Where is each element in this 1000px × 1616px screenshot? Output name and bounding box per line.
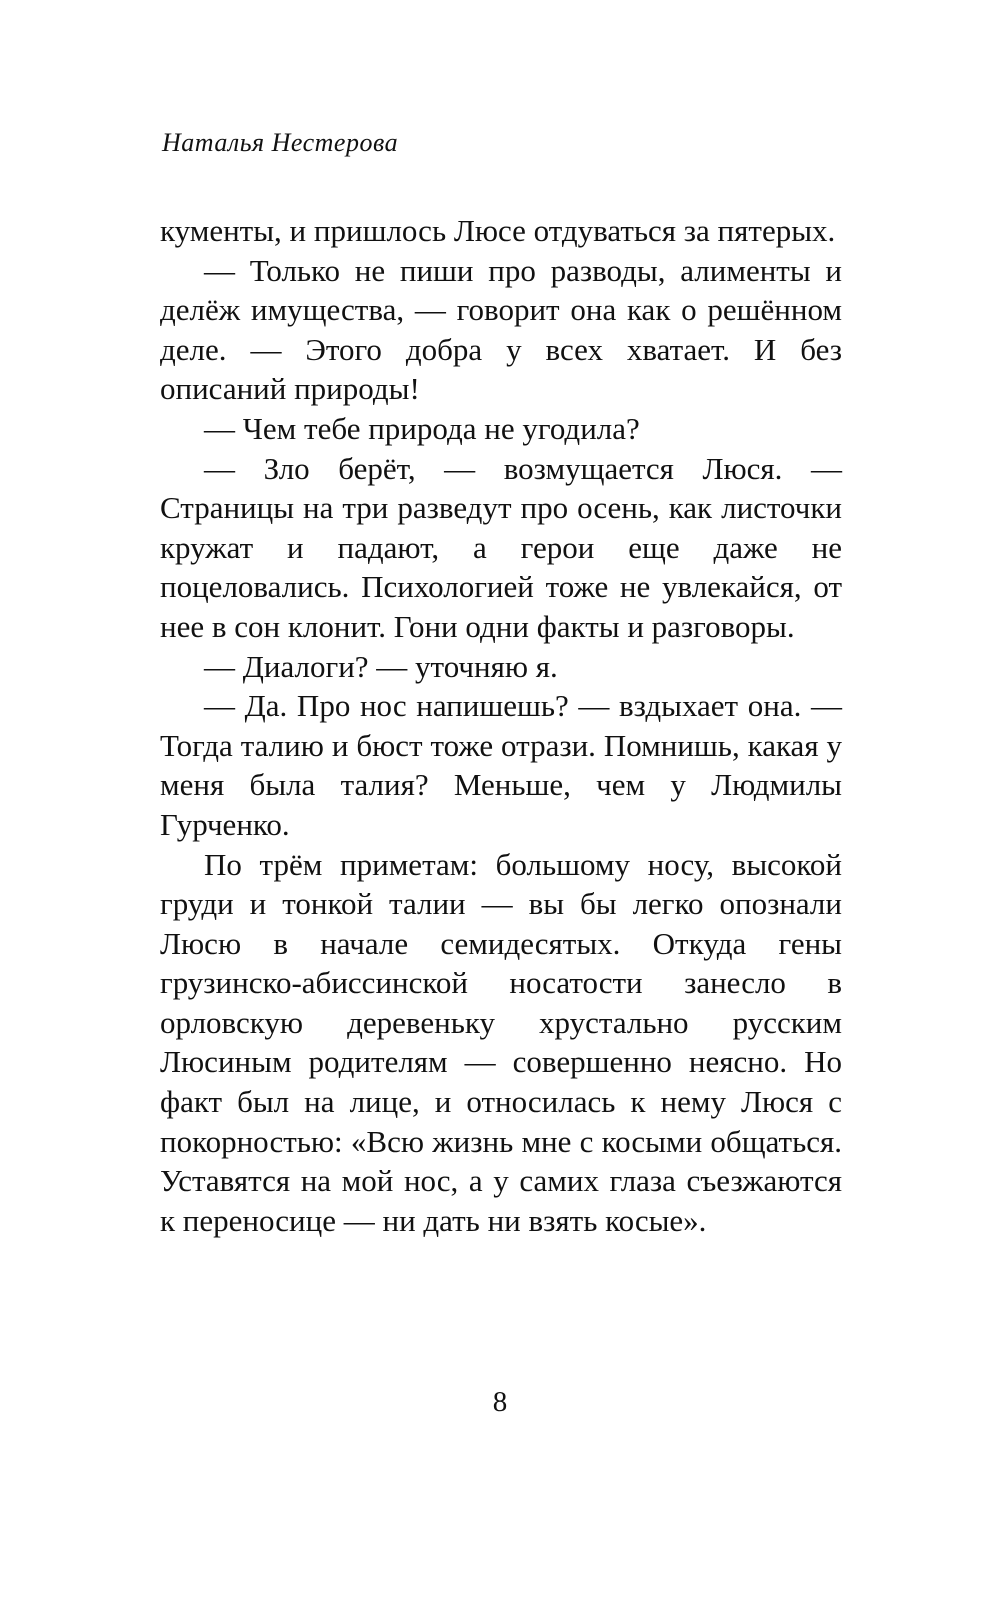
running-header-author: Наталья Нестерова [162, 128, 399, 157]
paragraph: — Диалоги? — уточняю я. [204, 648, 558, 684]
body-text [160, 211, 842, 1240]
paragraph: По трём приметам: большому носу, высокой груди и тонкой талии — вы бы легко опознали Люсю в начале семидесятых. Откуда гены грузинско-абиссинской носатости занесло в орловскую деревеньку хрустально русским Люсиным родителям — совершенно неясно. Но факт был на лице, и относилась к нему Люся с покорностью: «Всю жизнь мне с косыми общаться. Уставятся на мой нос, а у самих глаза съезжаются к переносице — ни дать ни взять косые». [160, 846, 842, 1238]
paragraph: — Зло берёт, — возмущается Люся. — Страницы на три разведут про осень, как листочки кружат и падают, а герои еще даже не поцеловались. Психологией тоже не увлекайся, от нее в сон клонит. Гони одни факты и разговоры. [160, 450, 842, 644]
paragraph: кументы, и пришлось Люсе отдуваться за пятерых. [160, 213, 836, 248]
paragraph: — Чем тебе природа не угодила? [204, 410, 640, 446]
page-number: 8 [492, 1386, 508, 1418]
paragraph: — Да. Про нос напишешь? — вздыхает она. — Тогда талию и бюст тоже отрази. Помнишь, какая у меня была талия? Меньше, чем у Людмилы Гурченко. [160, 688, 842, 842]
paragraph: — Только не пиши про разводы, алименты и делёж имущества, — говорит она как о решённом деле. — Этого добра у всех хватает. И без описаний природы! [160, 252, 842, 407]
